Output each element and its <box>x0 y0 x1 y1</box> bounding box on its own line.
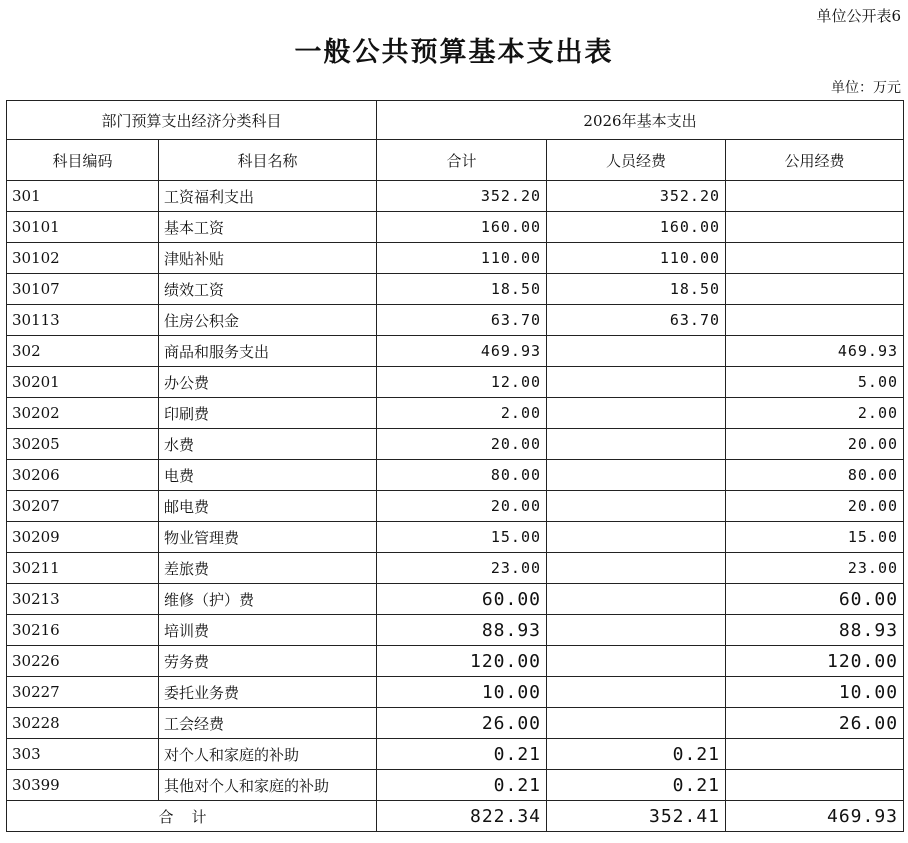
table-row <box>7 522 904 553</box>
row-total: 18.50 <box>377 274 547 305</box>
row-personnel <box>547 398 726 429</box>
row-personnel: 18.50 <box>547 274 726 305</box>
row-name: 邮电费 <box>159 491 377 522</box>
row-code: 30228 <box>7 708 159 739</box>
row-code: 30213 <box>7 584 159 615</box>
total-cell-total: 822.34 <box>377 801 547 832</box>
row-public: 26.00 <box>726 708 904 739</box>
row-name: 工会经费 <box>159 708 377 739</box>
row-public: 20.00 <box>726 429 904 460</box>
row-public: 88.93 <box>726 615 904 646</box>
classification-header: 部门预算支出经济分类科目 <box>7 101 377 140</box>
row-total: 80.00 <box>377 460 547 491</box>
row-personnel <box>547 677 726 708</box>
row-code: 302 <box>7 336 159 367</box>
table-row <box>7 305 904 336</box>
row-code: 30206 <box>7 460 159 491</box>
row-public <box>726 770 904 801</box>
row-code: 30211 <box>7 553 159 584</box>
row-name: 住房公积金 <box>159 305 377 336</box>
row-code: 30201 <box>7 367 159 398</box>
row-public: 60.00 <box>726 584 904 615</box>
row-total: 160.00 <box>377 212 547 243</box>
column-header-name: 科目名称 <box>159 140 377 181</box>
column-header-total: 合计 <box>377 140 547 181</box>
row-personnel <box>547 708 726 739</box>
table-row <box>7 615 904 646</box>
column-header-row <box>7 140 904 181</box>
row-personnel <box>547 460 726 491</box>
row-personnel <box>547 646 726 677</box>
form-code: 单位公开表6 <box>816 7 901 25</box>
table-row <box>7 243 904 274</box>
page-title: 一般公共预算基本支出表 <box>294 37 614 68</box>
total-row <box>7 801 904 832</box>
row-total: 10.00 <box>377 677 547 708</box>
row-public: 23.00 <box>726 553 904 584</box>
row-name: 差旅费 <box>159 553 377 584</box>
row-name: 津贴补贴 <box>159 243 377 274</box>
row-public: 10.00 <box>726 677 904 708</box>
total-cell-personnel: 352.41 <box>547 801 726 832</box>
row-name: 培训费 <box>159 615 377 646</box>
table-row <box>7 491 904 522</box>
row-total: 15.00 <box>377 522 547 553</box>
table-row <box>7 708 904 739</box>
row-name: 维修（护）费 <box>159 584 377 615</box>
row-total: 12.00 <box>377 367 547 398</box>
row-total: 63.70 <box>377 305 547 336</box>
row-public <box>726 739 904 770</box>
row-total: 469.93 <box>377 336 547 367</box>
row-code: 30102 <box>7 243 159 274</box>
table-row <box>7 677 904 708</box>
row-personnel <box>547 336 726 367</box>
row-total: 0.21 <box>377 770 547 801</box>
row-personnel <box>547 491 726 522</box>
table-row <box>7 739 904 770</box>
row-code: 30113 <box>7 305 159 336</box>
row-name: 绩效工资 <box>159 274 377 305</box>
row-code: 30205 <box>7 429 159 460</box>
row-name: 水费 <box>159 429 377 460</box>
group-header-row <box>7 101 904 140</box>
row-personnel: 110.00 <box>547 243 726 274</box>
row-name: 印刷费 <box>159 398 377 429</box>
row-personnel <box>547 553 726 584</box>
row-total: 23.00 <box>377 553 547 584</box>
basic-expenditure-header: 2026年基本支出 <box>377 101 904 140</box>
row-public <box>726 305 904 336</box>
row-total: 60.00 <box>377 584 547 615</box>
row-personnel <box>547 429 726 460</box>
row-code: 30216 <box>7 615 159 646</box>
row-public <box>726 274 904 305</box>
row-total: 20.00 <box>377 491 547 522</box>
row-name: 其他对个人和家庭的补助 <box>159 770 377 801</box>
row-name: 电费 <box>159 460 377 491</box>
row-public <box>726 243 904 274</box>
row-code: 303 <box>7 739 159 770</box>
row-name: 劳务费 <box>159 646 377 677</box>
column-header-public: 公用经费 <box>726 140 904 181</box>
table-row <box>7 181 904 212</box>
table-row <box>7 460 904 491</box>
row-total: 0.21 <box>377 739 547 770</box>
row-total: 110.00 <box>377 243 547 274</box>
row-name: 物业管理费 <box>159 522 377 553</box>
total-cell-public: 469.93 <box>726 801 904 832</box>
row-personnel <box>547 522 726 553</box>
row-personnel: 160.00 <box>547 212 726 243</box>
row-code: 30227 <box>7 677 159 708</box>
total-label: 合计 <box>7 801 377 832</box>
row-public: 5.00 <box>726 367 904 398</box>
row-name: 商品和服务支出 <box>159 336 377 367</box>
row-personnel: 0.21 <box>547 770 726 801</box>
budget-table <box>6 100 904 832</box>
row-code: 30207 <box>7 491 159 522</box>
row-name: 基本工资 <box>159 212 377 243</box>
row-public <box>726 212 904 243</box>
table-row <box>7 212 904 243</box>
table-row <box>7 429 904 460</box>
row-code: 30202 <box>7 398 159 429</box>
row-public: 20.00 <box>726 491 904 522</box>
row-personnel <box>547 584 726 615</box>
row-personnel: 352.20 <box>547 181 726 212</box>
column-header-personnel: 人员经费 <box>547 140 726 181</box>
row-code: 301 <box>7 181 159 212</box>
row-name: 办公费 <box>159 367 377 398</box>
row-public: 15.00 <box>726 522 904 553</box>
table-body <box>7 181 904 801</box>
table-row <box>7 398 904 429</box>
row-code: 30101 <box>7 212 159 243</box>
row-code: 30399 <box>7 770 159 801</box>
row-personnel: 63.70 <box>547 305 726 336</box>
row-name: 对个人和家庭的补助 <box>159 739 377 770</box>
row-public: 2.00 <box>726 398 904 429</box>
row-personnel <box>547 615 726 646</box>
row-personnel: 0.21 <box>547 739 726 770</box>
row-total: 20.00 <box>377 429 547 460</box>
row-code: 30209 <box>7 522 159 553</box>
row-total: 2.00 <box>377 398 547 429</box>
row-public: 469.93 <box>726 336 904 367</box>
table-row <box>7 553 904 584</box>
unit-label: 单位：万元 <box>831 80 901 96</box>
row-public: 80.00 <box>726 460 904 491</box>
row-public: 120.00 <box>726 646 904 677</box>
table-row <box>7 770 904 801</box>
row-name: 工资福利支出 <box>159 181 377 212</box>
column-header-code: 科目编码 <box>7 140 159 181</box>
table-row <box>7 584 904 615</box>
table-row <box>7 336 904 367</box>
table-row <box>7 274 904 305</box>
row-public <box>726 181 904 212</box>
row-total: 88.93 <box>377 615 547 646</box>
row-personnel <box>547 367 726 398</box>
table-row <box>7 367 904 398</box>
row-code: 30226 <box>7 646 159 677</box>
row-total: 352.20 <box>377 181 547 212</box>
table-row <box>7 646 904 677</box>
row-name: 委托业务费 <box>159 677 377 708</box>
row-total: 26.00 <box>377 708 547 739</box>
row-total: 120.00 <box>377 646 547 677</box>
row-code: 30107 <box>7 274 159 305</box>
